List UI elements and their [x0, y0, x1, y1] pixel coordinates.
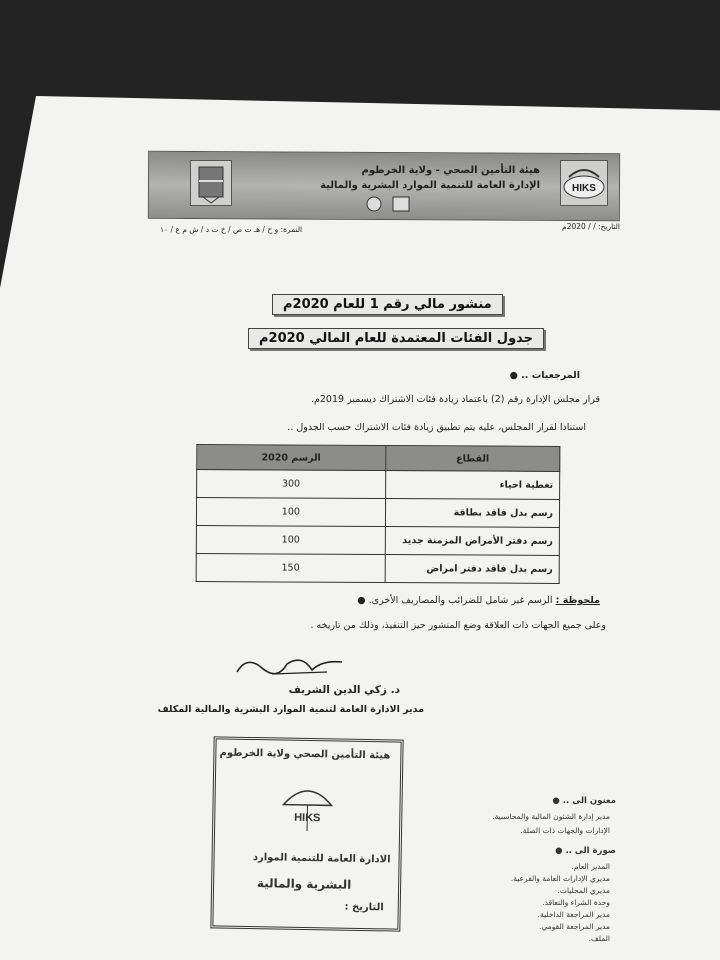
references-heading: المرجعيات .. ●: [509, 370, 580, 381]
addressee-item: الإدارات والجهات ذات الصلة.: [520, 826, 610, 835]
column-header-sector: القطاع: [385, 446, 559, 472]
sector-cell: رسم دفتر الأمراض المزمنة جديد: [385, 527, 559, 556]
bullet-icon: ●: [552, 796, 560, 806]
signatory-name: د. زكي الدين الشريف: [288, 684, 400, 696]
stamp-dept: الادارة العامة للتنمية الموارد: [252, 852, 391, 866]
iso-badge-icon: [365, 195, 415, 217]
table-row: [196, 498, 559, 528]
sector-cell: رسم بدل فاقد بطاقة: [385, 499, 559, 528]
note-label: ملحوظة :: [555, 595, 600, 606]
note: [300, 595, 600, 606]
stamp-date-label: التاريخ :: [344, 901, 384, 914]
circular-title: منشور مالي رقم 1 للعام 2020م: [272, 294, 503, 315]
table-row: [196, 526, 559, 556]
reference-item: قرار مجلس الإدارة رقم (2) باعتماد زيادة فئات الاشتراك ديسمبر 2019م.: [310, 394, 600, 405]
closing-statement: وعلى جميع الجهات ذات العلاقة وضع المنشور حيز التنفيذ، وذلك من تاريخه .: [310, 620, 606, 631]
table-row: [197, 470, 560, 500]
stamp-logo: HIKS: [294, 811, 321, 825]
note-text: الرسم غير شامل للضرائب والمصاريف الأخرى.: [368, 595, 553, 606]
bullet-icon: ●: [555, 846, 563, 856]
copies-heading: صورة الى .. ●: [555, 846, 616, 856]
date-field: التاريخ: / / 2020م: [562, 222, 620, 231]
table-title: جدول الفئات المعتمدة للعام المالي 2020م: [248, 328, 544, 349]
fee-cell: 100: [196, 498, 385, 527]
stamp-org: هيئة التأمين الصحي ولاية الخرطوم: [219, 747, 391, 762]
copy-item: مديري الإدارات العامة والفرعية.: [510, 874, 610, 883]
sector-cell: رسم بدل فاقد دفتر امراض: [385, 555, 559, 584]
fees-table: [196, 444, 561, 584]
copy-item: مدير المراجعة القومي.: [539, 922, 610, 931]
header-org-name: هيئة التأمين الصحي - ولاية الخرطوم: [361, 165, 540, 176]
handwritten-signature: [232, 650, 352, 684]
fee-cell: 100: [196, 526, 385, 555]
addressee-item: مدير إدارة الشئون المالية والمحاسبية.: [492, 812, 610, 821]
official-stamp: [210, 736, 403, 931]
fee-cell: 300: [197, 470, 386, 499]
copy-item: المدير العام.: [571, 862, 610, 871]
signatory-title: مدير الادارة العامة لتنمية الموارد البشرية والمالية المكلف: [157, 704, 424, 715]
table-row: [196, 554, 559, 584]
umbrella-icon: [277, 780, 338, 845]
hiks-logo: [560, 160, 608, 206]
copy-item: وحدة الشراء والتعاقد.: [542, 898, 610, 907]
table-header-row: [197, 445, 560, 472]
fee-cell: 150: [196, 554, 385, 583]
copy-item: مدير المراجعة الداخلية.: [537, 910, 610, 919]
copy-item: مديري المحليات.: [557, 886, 610, 895]
addressees-heading: معنون الى .. ●: [552, 796, 616, 806]
sector-cell: تغطية احياء: [385, 471, 559, 500]
column-header-fee: الرسم 2020: [197, 445, 386, 471]
copy-item: الملف.: [588, 934, 610, 943]
state-emblem-icon: [190, 160, 232, 206]
bullet-icon: ●: [509, 370, 518, 381]
reference-intro: استنادا لقرار المجلس، عليه يتم تطبيق زيادة فئات الاشتراك حسب الجدول ..: [287, 422, 586, 433]
header-dept-name: الإدارة العامة للتنمية الموارد البشرية والمالية: [320, 180, 540, 191]
svg-text:HIKS: HIKS: [572, 183, 596, 194]
reference-number: النمرة: و ح / هـ ت ص / خ ت د / ش م ع / ١٠: [160, 225, 303, 234]
stamp-dept-2: البشرية والمالية: [256, 876, 352, 892]
bullet-icon: ●: [357, 595, 366, 606]
